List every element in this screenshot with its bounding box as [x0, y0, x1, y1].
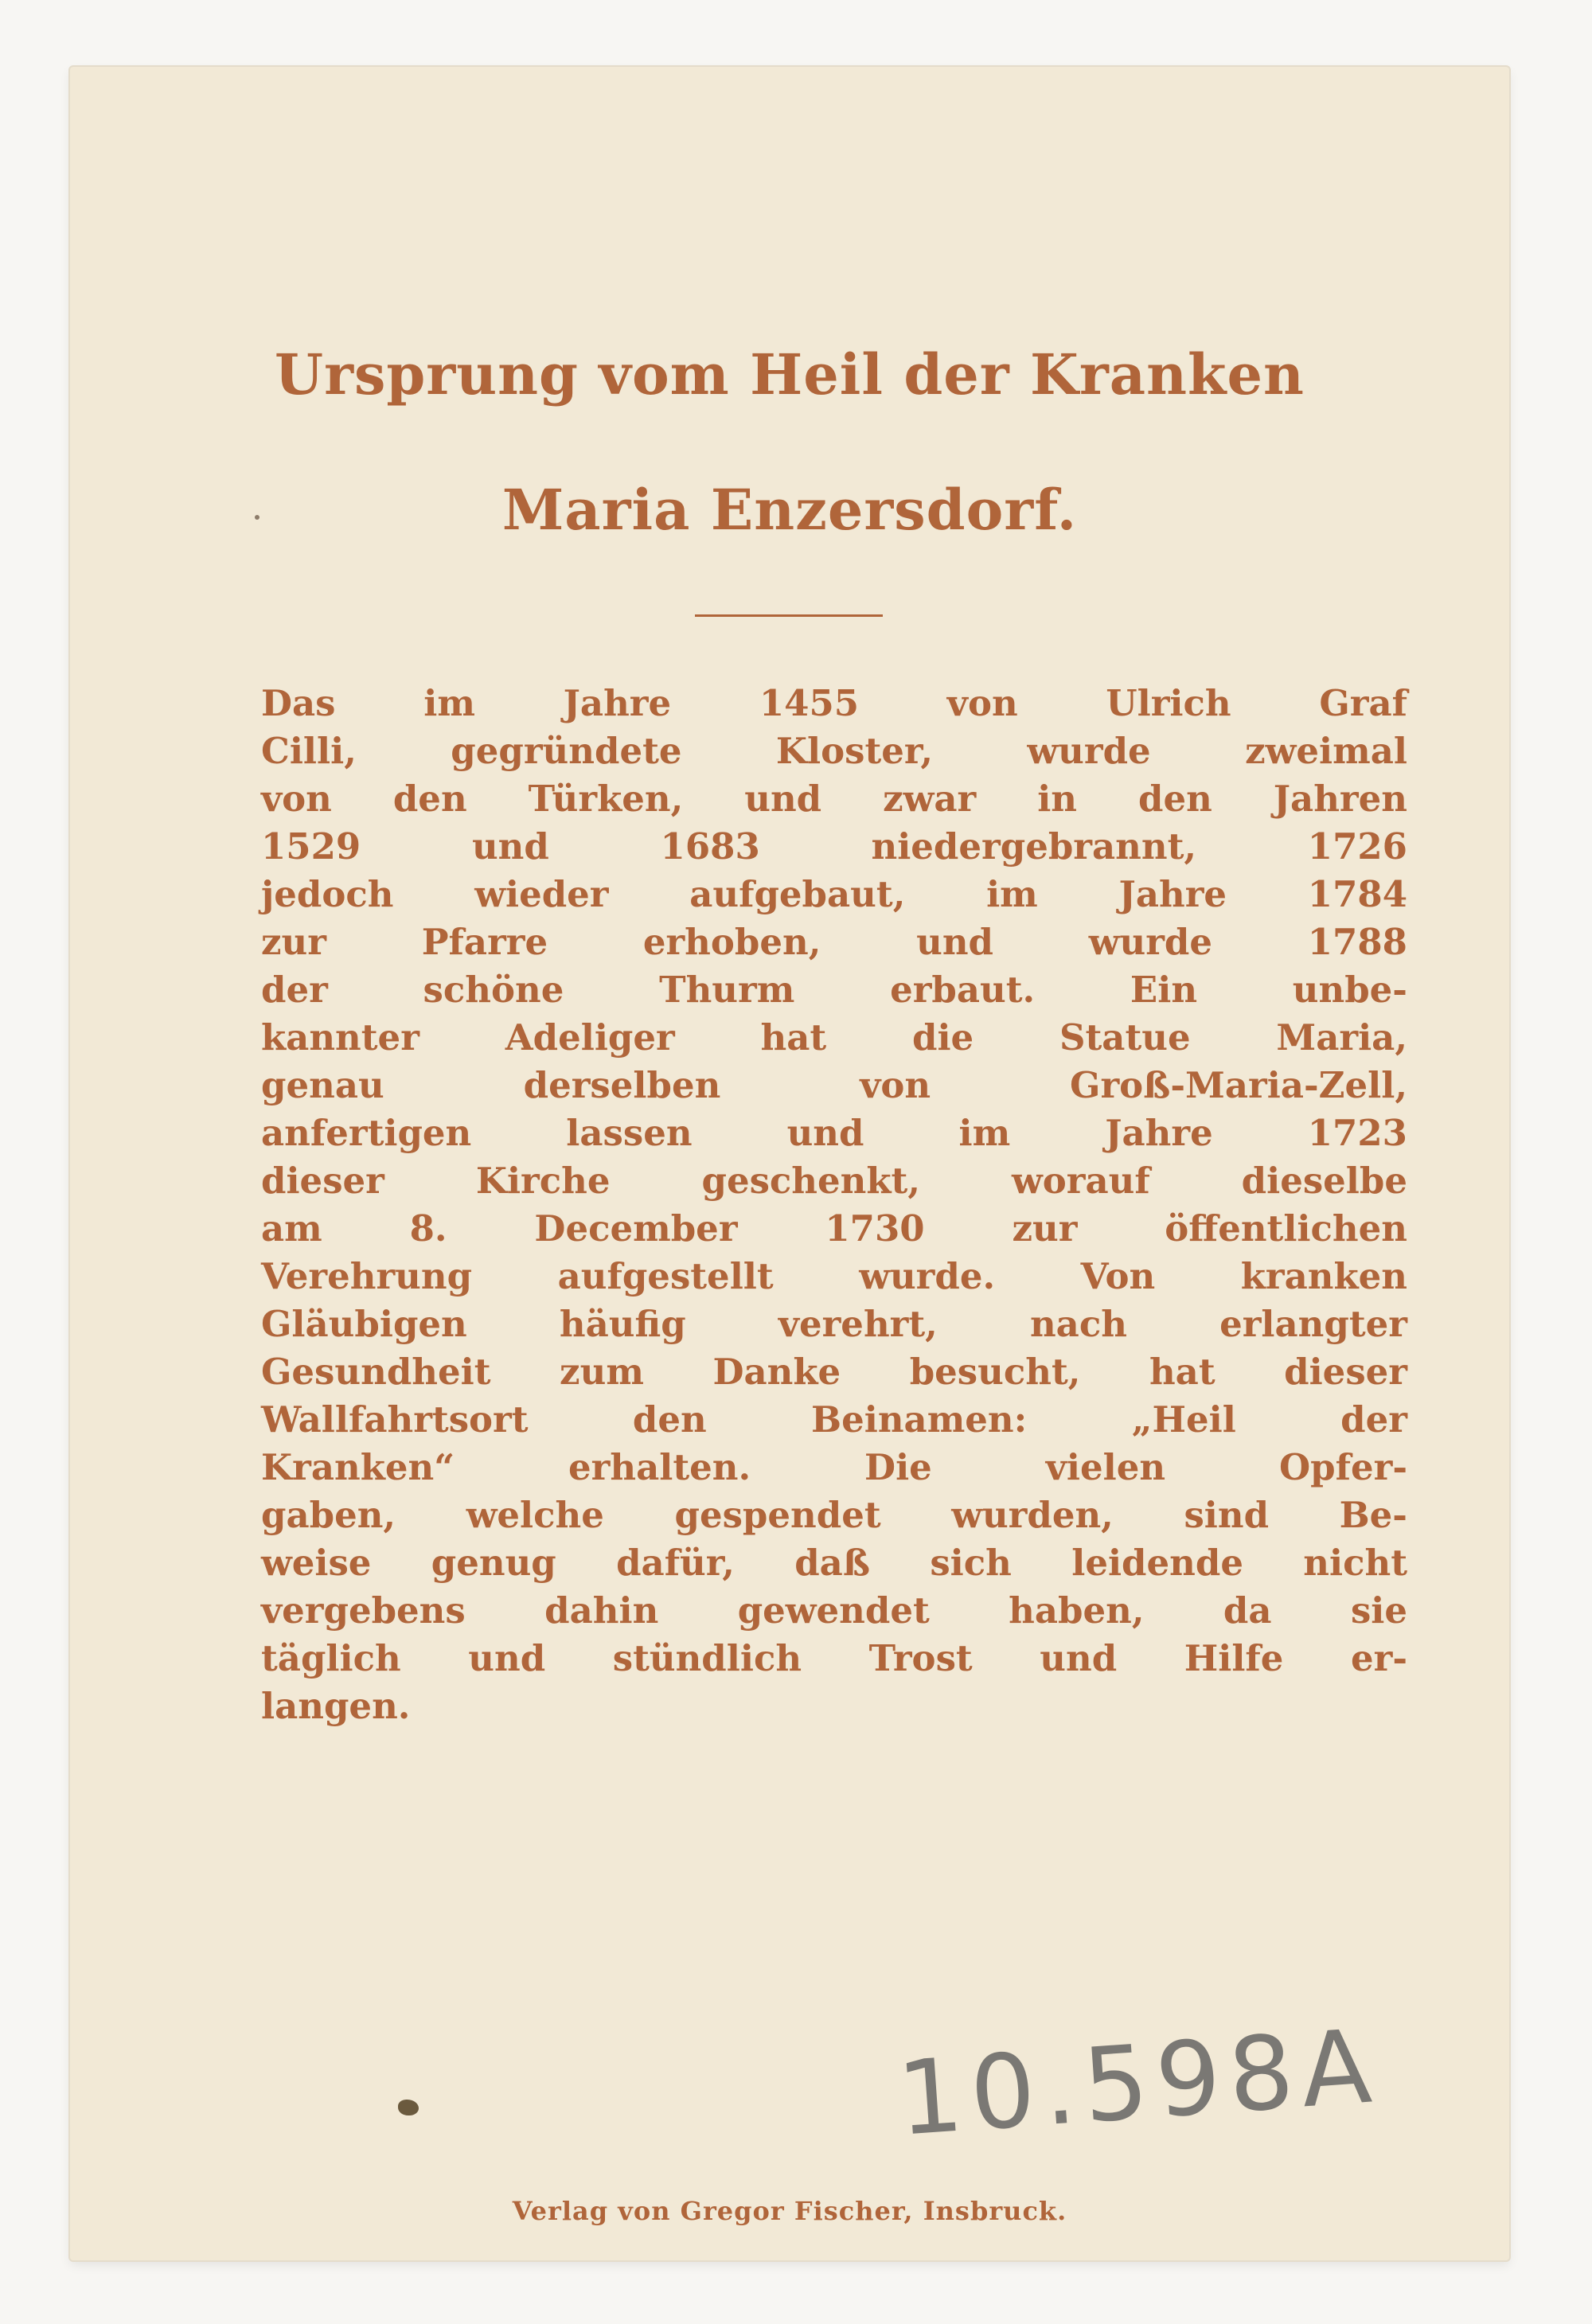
ink-speck — [398, 2100, 419, 2115]
body-line: langen. — [261, 1685, 411, 1727]
body-line: anfertigen lassen und im Jahre 1723 — [261, 1112, 1407, 1154]
title-divider — [695, 614, 883, 617]
body-line: am 8. December 1730 zur öffentlichen — [261, 1207, 1407, 1250]
publisher-imprint: Verlag von Gregor Fischer, Insbruck. — [512, 2196, 1067, 2226]
body-line: zur Pfarre erhoben, und wurde 1788 — [261, 921, 1407, 963]
body-line: von den Türken, und zwar in den Jahren — [261, 778, 1407, 820]
body-line: Gesundheit zum Danke besucht, hat dieser — [261, 1351, 1407, 1393]
body-line: weise genug dafür, daß sich leidende nicht — [261, 1542, 1407, 1584]
body-line: 1529 und 1683 niedergebrannt, 1726 — [261, 825, 1407, 868]
body-line: Wallfahrtsort den Beinamen: „Heil der — [261, 1398, 1407, 1441]
body-line: jedoch wieder aufgebaut, im Jahre 1784 — [261, 873, 1407, 915]
card-subtitle: Maria Enzersdorf. — [501, 477, 1078, 543]
body-line: Das im Jahre 1455 von Ulrich Graf — [261, 682, 1407, 724]
body-line: Kranken“ erhalten. Die vielen Opfer- — [261, 1446, 1407, 1488]
body-line: kannter Adeliger hat die Statue Maria, — [261, 1016, 1407, 1059]
devotional-card — [70, 67, 1509, 2260]
pencil-annotation: 10.598A — [893, 2006, 1383, 2159]
body-line: genau derselben von Groß-Maria-Zell, — [261, 1064, 1407, 1106]
body-line: Verehrung aufgestellt wurde. Von kranken — [261, 1255, 1407, 1297]
body-line: Cilli, gegründete Kloster, wurde zweimal — [261, 730, 1407, 772]
body-line: gaben, welche gespendet wurden, sind Be- — [261, 1494, 1407, 1536]
body-line: täglich und stündlich Trost und Hilfe er- — [261, 1637, 1407, 1679]
card-title: Ursprung vom Heil der Kranken — [275, 341, 1305, 407]
body-line: Gläubigen häufig verehrt, nach erlangter — [261, 1303, 1407, 1345]
body-paragraph — [261, 680, 1407, 1730]
body-line: der schöne Thurm erbaut. Ein unbe- — [261, 969, 1407, 1011]
body-line: dieser Kirche geschenkt, worauf dieselbe — [261, 1160, 1407, 1202]
body-line: vergebens dahin gewendet haben, da sie — [261, 1589, 1407, 1632]
